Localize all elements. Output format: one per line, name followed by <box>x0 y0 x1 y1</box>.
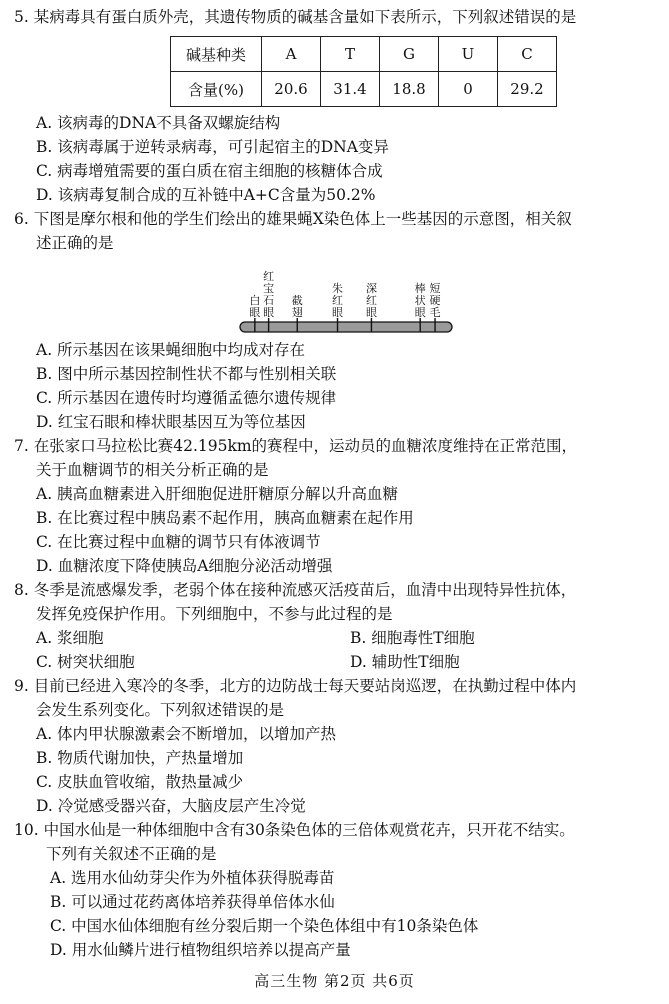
table-header-cell: A <box>262 37 321 72</box>
q5-stem: 5. 某病毒具有蛋白质外壳，其遗传物质的碱基含量如下表所示，下列叙述错误的是 <box>14 8 577 26</box>
q8-option-a: A. 浆细胞 <box>36 629 104 647</box>
gene-label: 棒状眼 <box>414 282 426 319</box>
gene-label: 短硬毛 <box>429 282 441 319</box>
table-header-cell: U <box>439 37 498 72</box>
q9-stem-line1: 9. 目前已经进入寒冷的冬季，北方的边防战士每天要站岗巡逻，在执勤过程中体内 <box>14 677 577 695</box>
page-footer: 高三生物 第2页 共6页 <box>254 972 415 990</box>
table-cell: 31.4 <box>321 72 380 107</box>
table-cell: 0 <box>439 72 498 107</box>
q5-option-a: A. 该病毒的DNA不具备双螺旋结构 <box>36 114 281 132</box>
q7-option-a: A. 胰高血糖素进入肝细胞促进肝糖原分解以升高血糖 <box>36 485 399 503</box>
table-header-cell: 碱基种类 <box>171 37 262 72</box>
q8-option-b: B. 细胞毒性T细胞 <box>350 629 475 647</box>
q8-stem-line1: 8. 冬季是流感爆发季，老弱个体在接种流感灭活疫苗后，血清中出现特异性抗体， <box>14 581 577 599</box>
q10-option-b: B. 可以通过花药离体培养获得单倍体水仙 <box>50 893 335 911</box>
q10-stem-line2: 下列有关叙述不正确的是 <box>46 845 217 863</box>
gene-label: 白眼 <box>249 294 261 319</box>
gene-label: 深红眼 <box>365 282 377 319</box>
q6-stem-line1: 6. 下图是摩尔根和他的学生们绘出的雄果蝇X染色体上一些基因的示意图，相关叙 <box>14 210 572 228</box>
q8-option-c: C. 树突状细胞 <box>36 653 135 671</box>
table-cell: 29.2 <box>498 72 557 107</box>
q6-option-c: C. 所示基因在遗传时均遵循孟德尔遗传规律 <box>36 389 337 407</box>
q6-option-a: A. 所示基因在该果蝇细胞中均成对存在 <box>36 341 306 359</box>
chromosome-svg <box>230 252 460 334</box>
q9-option-b: B. 物质代谢加快，产热量增加 <box>36 749 244 767</box>
table-cell: 18.8 <box>380 72 439 107</box>
q10-option-c: C. 中国水仙体细胞有丝分裂后期一个染色体组中有10条染色体 <box>50 917 479 935</box>
q9-stem-line2: 会发生系列变化。下列叙述错误的是 <box>36 701 285 719</box>
table-row <box>171 72 557 107</box>
q8-stem-line2: 发挥免疫保护作用。下列细胞中，不参与此过程的是 <box>36 605 393 623</box>
table-cell: 含量(%) <box>171 72 262 107</box>
q6-option-b: B. 图中所示基因控制性状不都与性别相关联 <box>36 365 337 383</box>
q5-option-c: C. 病毒增殖需要的蛋白质在宿主细胞的核糖体合成 <box>36 162 383 180</box>
x-chromosome-diagram <box>230 252 460 334</box>
table-cell: 20.6 <box>262 72 321 107</box>
q8-option-d: D. 辅助性T细胞 <box>350 653 460 671</box>
q6-option-d: D. 红宝石眼和棒状眼基因互为等位基因 <box>36 413 306 431</box>
q7-option-c: C. 在比赛过程中血糖的调节只有体液调节 <box>36 533 321 551</box>
q9-option-a: A. 体内甲状腺激素会不断增加，以增加产热 <box>36 725 337 743</box>
q7-stem-line2: 关于血糖调节的相关分析正确的是 <box>36 461 269 479</box>
gene-label: 红宝石眼 <box>263 270 275 319</box>
q9-option-c: C. 皮肤血管收缩，散热量减少 <box>36 773 244 791</box>
base-content-table <box>170 36 557 107</box>
q9-option-d: D. 冷觉感受器兴奋，大脑皮层产生冷觉 <box>36 797 306 815</box>
q10-option-d: D. 用水仙鳞片进行植物组织培养以提高产量 <box>50 941 351 959</box>
q5-option-d: D. 该病毒复制合成的互补链中A+C含量为50.2% <box>36 186 376 204</box>
q7-stem-line1: 7. 在张家口马拉松比赛42.195km的赛程中，运动员的血糖浓度维持在正常范围， <box>14 437 578 455</box>
q5-option-b: B. 该病毒属于逆转录病毒，可引起宿主的DNA变异 <box>36 138 389 156</box>
q10-stem-line1: 10. 中国水仙是一种体细胞中含有30条染色体的三倍体观赏花卉，只开花不结实。 <box>14 821 575 839</box>
q7-option-b: B. 在比赛过程中胰岛素不起作用，胰高血糖素在起作用 <box>36 509 414 527</box>
gene-label: 朱红眼 <box>332 282 344 319</box>
gene-label: 截翅 <box>291 294 303 319</box>
q6-stem-line2: 述正确的是 <box>36 234 114 252</box>
table-header-cell: C <box>498 37 557 72</box>
table-header-cell: T <box>321 37 380 72</box>
table-header-cell: G <box>380 37 439 72</box>
q7-option-d: D. 血糖浓度下降使胰岛A细胞分泌活动增强 <box>36 557 333 575</box>
q10-option-a: A. 选用水仙幼芽尖作为外植体获得脱毒苗 <box>50 869 335 887</box>
table-row <box>171 37 557 72</box>
